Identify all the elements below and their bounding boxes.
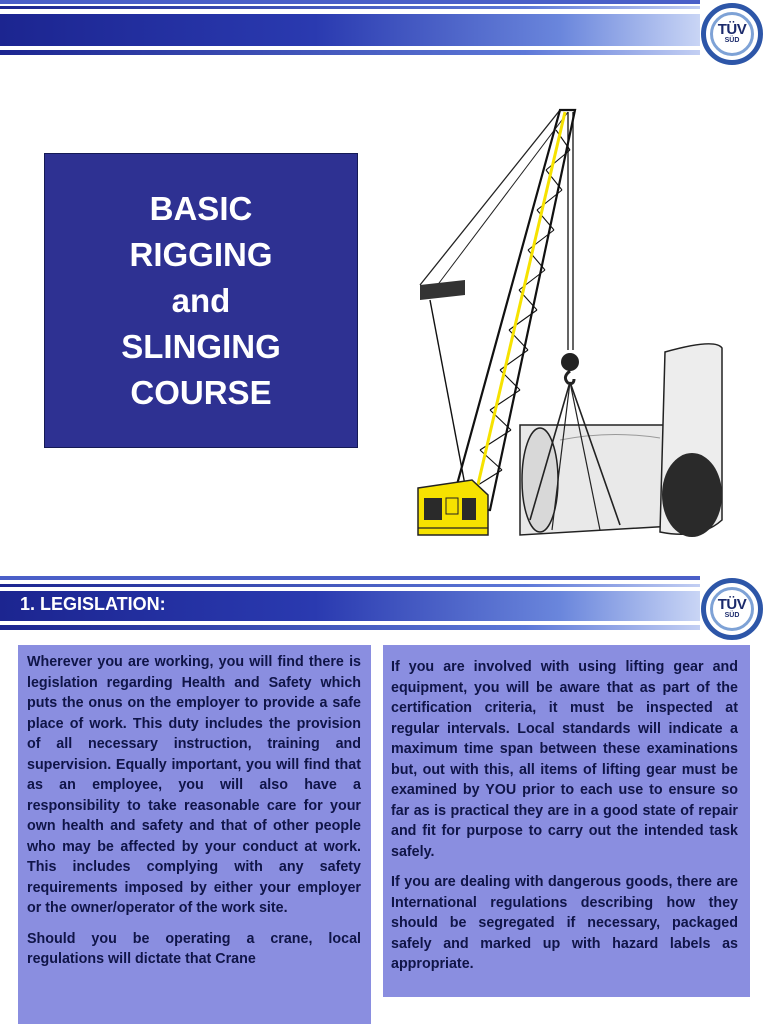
paragraph: If you are dealing with dangerous goods, there are International regulations describing how they should be segregated if necessary, packaged safely and marked up with hazard labels as appropriate. <box>391 874 738 972</box>
header-stripe-main <box>0 14 700 46</box>
header-stripe-thin <box>0 6 700 9</box>
course-title-box <box>44 153 358 448</box>
course-title-line-2: RIGGING <box>129 235 273 273</box>
course-title <box>121 186 281 416</box>
header-stripe-top <box>0 0 700 4</box>
tuv-sud-logo <box>701 578 763 640</box>
section-stripe-bottom <box>0 625 700 630</box>
section-stripe-top <box>0 576 700 580</box>
logo-text-sub: SÜD <box>724 37 740 44</box>
header-stripe-bottom <box>0 50 700 55</box>
course-title-line-1: BASIC <box>149 189 253 227</box>
crane-lifting-pipe-illustration <box>410 100 730 545</box>
course-title-line-5: COURSE <box>130 373 272 411</box>
logo-text-sub: SÜD <box>724 612 740 619</box>
course-title-line-3: and <box>171 281 231 319</box>
logo-text-main: TÜV <box>717 596 747 613</box>
course-title-line-4: SLINGING <box>121 327 281 365</box>
right-text-column <box>383 645 750 997</box>
section-title: 1. LEGISLATION: <box>20 594 166 614</box>
logo-text-main: TÜV <box>717 21 747 38</box>
left-text-column <box>18 645 371 1024</box>
tuv-sud-logo <box>701 3 763 65</box>
paragraph: If you are involved with using lifting gear and equipment, you will be aware that as part of the certification criteria, it must be inspected at regular intervals. Local standards will indicate a maximum time span between these examinations but, out with this, all items of lifting gear must be examined by YOU prior to each use to ensure so far as is practical they are in a good state of repair and fit for purpose to carry out the intended task safely. <box>391 659 738 860</box>
paragraph: Wherever you are working, you will find there is legislation regarding Health and Safety which puts the onus on the employer to provide a safe place of work. This duty includes the provision of all necessary instruction, training and supervision. Equally important, you will find that as an employee, you will also have a responsibility to take reasonable care for your own health and safety and that of other people who may be affected by your conduct at work. This includes complying with any safety requirements imposed by either your employer or the owner/operator of the work site. <box>27 654 361 916</box>
paragraph: Should you be operating a crane, local regulations will dictate that Crane <box>27 930 361 967</box>
section-stripe-thin <box>0 584 700 587</box>
